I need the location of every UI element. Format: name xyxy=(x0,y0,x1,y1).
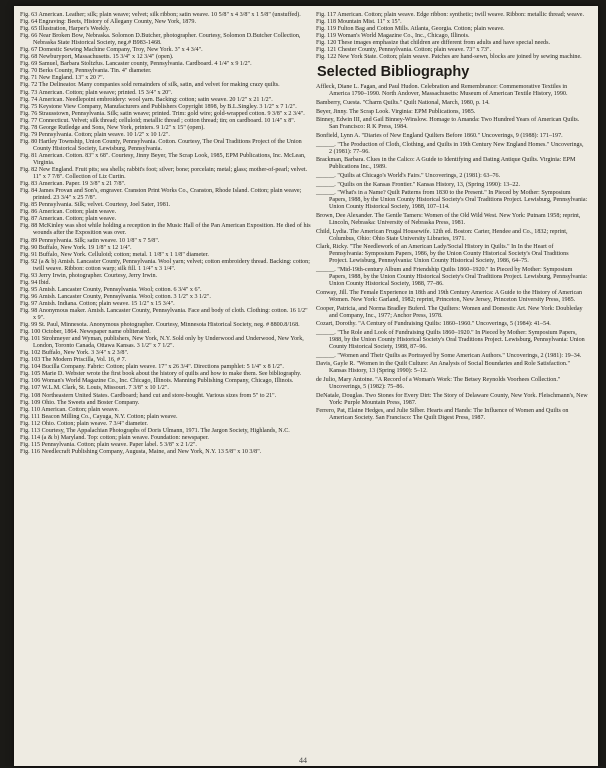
bibliography-entry: Brown, Dee Alexander. The Gentle Tamers: Women of the Old Wild West. New York: Putnam 1958; reprint, Lincoln, Nebraska: University of Nebraska Press, 1981. xyxy=(316,213,581,227)
figure-caption: Fig. 87 American. Cotton; plain weave. xyxy=(20,216,117,223)
bibliography-entry: Brackman, Barbara. Clues in the Calico: A Guide to Identifying and Dating Antique Quilts. Virginia: EPM Publications Inc., 1989. xyxy=(316,157,576,171)
figure-caption: Fig. 100 October, 1864. Newspaper name obliterated. xyxy=(20,329,151,336)
figure-caption: Fig. 91 Buffalo, New York. Celluloid; cotton; metal. 1 1/8" x 1 1/8" diameter. xyxy=(20,251,209,258)
bibliography-entry: Clark, Ricky. "The Needlework of an American Lady/Social History in Quilts." In In the Heart of Pennsylvania: Symposium Papers, 1986, by the Union County Historical Society's Oral Traditions Project. Lewisburg, Pennsylvania: Union County Historical Society, 1986, 64–75. xyxy=(316,244,569,265)
figure-caption: Fig. 106 Woman's World Magazine Co., Inc. Chicago, Illinois. Manning Publishing Company, Chicago, Illinois. xyxy=(20,378,294,385)
bibliography-entry: Binney, Edwin III, and Gail Binney-Winslow. Homage to Amanda: Two Hundred Years of American Quilts. San Francisco: R K Press, 1984. xyxy=(316,117,580,131)
figure-caption: Fig. 109 Ohio. The Sweets and Boster Company. xyxy=(20,399,140,406)
figure-caption: Fig. 119 Fulton Bag and Cotton Mills. Atlanta, Georgia. Cotton; plain weave. xyxy=(316,26,505,33)
bibliography-entry: Child, Lydia. The American Frugal Housewife. 12th ed. Boston: Carter, Hendee and Co., 1832; reprint, Columbus, Ohio: Ohio State University Libraries, 1971. xyxy=(316,228,568,242)
figure-caption: Fig. 103 The Modern Priscilla, Vol. 16, # 7. xyxy=(20,357,127,364)
figure-caption: Fig. 105 Marie D. Webster wrote the first book about the history of quilts and how to make them. See bibliography. xyxy=(20,371,302,378)
figure-caption: Fig. 84 James Provan and Son's, engraver. Cranston Print Works Co., Cranston, Rhode Island. Cotton; plain weave; printed. 23 3/4" x 25 7/8". xyxy=(20,188,302,202)
figure-caption: Fig. 111 Beacon Milling Co., Cayuga, N.Y. Cotton; plain weave. xyxy=(20,413,178,420)
figure-caption: Fig. 119 Woman's World Magazine Co., Inc., Chicago, Illinois. xyxy=(316,33,470,40)
figure-caption: Fig. 80 Hartley Township, Union County, Pennsylvania. Cotton. Courtesy, The Oral Traditions Project of the Union County Historical Society, Lewisburg, Pennsylvania. xyxy=(20,138,302,152)
bibliography-entry: ______. "The Role and Look of Fundraising Quilts 1860–1920." In Pieced by Mother: Symposium Papers, 1988, by the Union County Historical Society's Oral Traditions Project. Lewisburg, Pennsylvania: Union County Historical Society, 1988, 87–96. xyxy=(316,329,585,350)
bibliography-entry: Ferrero, Pat, Elaine Hedges, and Julie Silber. Hearts and Hands: The Influence of Women and Quilts on American Society. San Francisco: The Quilt Digest Press, 1987. xyxy=(316,408,569,422)
figure-caption: Fig. 89 Pennsylvania. Silk; satin weave. 10 1/8" x 7 5/8". xyxy=(20,237,160,244)
figure-caption: Fig. 120 These images emphasize that children are different from adults and have special needs. xyxy=(316,40,550,47)
bibliography-list xyxy=(316,84,588,422)
figure-caption: Fig. 77 Connecticut. Velvet; silk thread; celluloid; metallic thread ; cotton thread; tin; on cardboard. 10 1/4" x 8". xyxy=(20,117,296,124)
figure-caption: Fig. 75 Keystone View Company, Manufacturers and Publishers Copyright 1898, by B.L.Singley. 3 1/2" x 7 1/2". xyxy=(20,103,297,110)
bibliography-entry: ______. "Quilts on the Kansas Frontier." Kansas History, 13, (Spring 1990): 13–22. xyxy=(316,181,520,188)
bibliography-entry: Conway, Jill. The Female Experience in 18th and 19th Century America: A Guide to the History of American Women. New York: Garland, 1982; reprint, Princeton, New Jersey, Princeton University Press, 1985. xyxy=(316,289,583,303)
right-column xyxy=(316,12,588,424)
figure-caption: Fig. 121 Chester County, Pennsylvania. Cotton; plain weave. 73" x 73". xyxy=(316,47,492,54)
figure-caption: Fig. 69 Samuel, Barbara Stoltzfus. Lancaster county, Pennsylvania. Cardboard. 4 1/4" x 9 1/2". xyxy=(20,61,252,68)
figure-caption: Fig. 104 Bucilla Company. Fabric: Cotton; plain weave. 17" x 26 3/4". Directions pamphlet: 5 1/4" x 8 1/2". xyxy=(20,364,284,371)
figure-caption: Fig. 67 Domestic Sewing Machine Company, Troy, New York. 3" x 4 3/4". xyxy=(20,47,203,54)
figure-caption: Fig. 78 George Rutledge and Sons, New York, printers. 9 1/2" x 15" (open). xyxy=(20,124,205,131)
figure-caption: Fig. 63 American. Leather; silk; plain weave; velvet; silk ribbon; satin weave. 10 5/8" x 4 3/8" x 1 5/8" (unstuffed). xyxy=(20,12,301,18)
bibliography-entry: Cozart, Dorothy. "A Century of Fundraising Quilts: 1860–1960." Uncoverings, 5 (1984): 41–54. xyxy=(316,321,551,328)
figure-caption: Fig. 99 St. Paul, Minnesota. Anonymous photographer. Courtesy, Minnesota Historical Society, neg. # 8800.8/168. xyxy=(20,322,300,329)
figure-caption: Fig. 95 Amish. Lancaster County, Pennsylvania. Wool; cotton. 6 3/4" x 6". xyxy=(20,286,202,293)
figure-caption: Fig. 85 Pennsylvania. Silk; velvet. Courtesy, Joel Sater, 1981. xyxy=(20,202,171,209)
figure-caption: Fig. 83 American. Paper. 19 3/8" x 21 7/8". xyxy=(20,181,126,188)
figure-caption: Fig. 92 (a & b) Amish. Lancaster County, Pennsylvania. Wool yarn; velvet; cotton embroidery thread. Backing: cotton; twill weave. Ribbon: cotton warp; silk fill. 1 1/4" x 3 1/4". xyxy=(20,258,310,272)
bibliography-entry: ______. "What's in a Name? Quilt Patterns from 1830 to the Present." In Pieced by Mother: Symposium Papers, 1988, by the Union County Historical Society's Oral Traditions Project. Lewisburg, Pennsylvania: Union County Historical Society, 1988, 107–114. xyxy=(316,190,588,211)
figure-caption: Fig. 110 American. Cotton; plain weave. xyxy=(20,406,119,413)
figure-caption: Fig. 94 Ibid. xyxy=(20,279,51,286)
figure-caption: Fig. 97 Amish. Indiana. Cotton; plain weave. 15 1/2" x 15 3/4". xyxy=(20,300,175,307)
figure-caption: Fig. 108 Northeastern United States. Cardboard; hand cut and store-bought. Various sizes from 5" to 21". xyxy=(20,392,277,399)
bibliography-entry: Bamberry, Cuesta. "Charm Quilts." Quilt National, March, 1980, p. 14. xyxy=(316,100,490,107)
bibliography-entry: de Julio, Mary Antoine. "A Record of a Woman's Work: The Betsey Reynolds Voorhees Collection." Uncoverings, 5 (1982): 75–86. xyxy=(316,376,561,390)
figure-caption: Fig. 113 Courtesy, The Appalachian Photographs of Doris Ulmann, 1971. The Jargon Society, Highlands, N.C. xyxy=(20,427,290,434)
bibliography-entry: ______. "The Production of Cloth, Clothing, and Quilts in 19th Century New England Homes." Uncoverings, 2 (1981): 77–96. xyxy=(316,141,584,155)
figure-caption: Fig. 86 American. Cotton; plain weave. xyxy=(20,209,117,216)
page-number: 44 xyxy=(299,756,307,765)
bibliography-entry: Cooper, Patricia, and Norma Bradley Buferd. The Quilters: Women and Domestic Art. New York: Doubleday and Company, Inc., 1977; Anchor Press, 1978. xyxy=(316,305,583,319)
figure-caption: Fig. 90 Buffalo, New York. 19 1/8" x 12 1/4". xyxy=(20,244,132,251)
figure-caption: Fig. 64 Engraving: Beets, History of Allegany County, New York, 1879. xyxy=(20,19,196,26)
bibliography-entry: Davis, Gayle R. "Women in the Quilt Culture: An Analysis of Social Boundaries and Role Satisfaction." Kansas History, 13 (Spring 1990): 5–12. xyxy=(316,361,570,375)
figure-caption: Fig. 70 Berks County, Pennsylvania. Tin. 4" diameter. xyxy=(20,68,152,75)
figure-caption: Fig. 118 Mountain Mist. 11" x 15". xyxy=(316,19,402,26)
figure-caption: Fig. 107 W.L.M. Clark, St. Louis, Missouri. 7 3/8" x 10 1/2". xyxy=(20,385,169,392)
bibliography-entry: ______. "Mid-19th-century Album and Friendship Quilts 1860–1920." In Pieced by Mother: Symposium Papers, 1988, by the Union County Historical Society's Oral Traditions Project. Lewisburg, Pennsylvania: Union County Historical Society, 1988, 77–86. xyxy=(316,267,588,288)
figure-captions-right xyxy=(316,12,588,61)
figure-captions-left-column xyxy=(20,12,312,456)
figure-caption: Fig. 101 Strohmeyer and Wyman, publishers, New York, N.Y. Sold only by Underwood and Underwood, New York, London, Toronto Canada, Ottawa Kansas. 3 1/2" x 7 1/2". xyxy=(20,336,304,350)
figure-caption: Fig. 72 The Delineator. Many companies sold remainders of silk, satin, and velvet for making crazy quilts. xyxy=(20,82,280,89)
figure-caption: Fig. 65 Illustration, Harper's Weekly. xyxy=(20,26,110,33)
figure-caption: Fig. 88 McKinley was shot while holding a reception in the Music Hall of the Pan American Exposition. He died of his wounds after the Exposition was over. xyxy=(20,223,311,237)
figure-caption: Fig. 73 American. Cotton; plain weave; printed. 15 3/4" x 20". xyxy=(20,89,173,96)
figure-caption: Fig. 66 Near Broken Bow, Nebraska. Solomon D.Butcher, photographer. Courtesy, Solomon D.Butcher Collection, Nebraska State Historical Society, neg.# B983-1468. xyxy=(20,33,301,47)
document-page xyxy=(14,6,598,766)
figure-caption: Fig. 114 (a & b) Maryland. Top: cotton; plain weave. Foundation: newspaper. xyxy=(20,434,209,441)
figure-caption: Fig. 81 American. Cotton. 83" x 68". Courtesy, Jinny Beyer, The Scrap Look, 1985, EPM Publications, Inc. McLean, Virginia. xyxy=(20,152,306,166)
bibliography-entry: DeNatale, Douglas. Two Stones for Every Dirt: The Story of Delaware County, New York. Fleischmann's, New York: Purple Mountain Press, 1987. xyxy=(316,392,588,406)
figure-caption: Fig. 68 Newburyport, Massachusetts. 15 3/4" x 12 3/4" (open). xyxy=(20,54,174,61)
figure-caption: Fig. 96 Amish. Lancaster County, Pennsylvania. Wool; cotton. 3 1/2" x 3 1/2". xyxy=(20,293,211,300)
bibliography-entry: Beyer, Jinny. The Scrap Look. Virginia: EPM Publications, 1985. xyxy=(316,108,476,115)
bibliography-entry: Bonfield, Lynn A. "Diaries of New England Quilters Before 1860." Uncoverings, 9 (1988): 171–197. xyxy=(316,132,563,139)
figure-caption: Fig. 102 Buffalo, New York. 3 3/4" x 2 3/8". xyxy=(20,350,129,357)
bibliography-entry: Affleck, Diane L. Fagan, and Paul Hudon. Celebration and Remembrance: Commemorative Textiles in America 1790–1990. North Andover, Massachusetts: Museum of American Textile History, 1990. xyxy=(316,84,568,98)
figure-caption: Fig. 112 Ohio. Cotton; plain weave. 7 3/4" diameter. xyxy=(20,420,148,427)
figure-caption: Fig. 122 New York State. Cotton; plain weave. Patches are hand-sewn, blocks are joined by sewing machine. xyxy=(316,54,582,61)
figure-caption: Fig. 76 Strausstown, Pennsylvania. Silk; satin weave; printed. Trim: gold wire; gold-wrapped cotton. 9 3/8" x 2 3/4". xyxy=(20,110,305,117)
bibliography-heading: Selected Bibliography xyxy=(317,64,470,81)
figure-caption: Fig. 74 American. Needlepoint embroidery: wool yarn. Backing: cotton; satin weave. 20 1/2" x 21 1/2". xyxy=(20,96,273,103)
figure-caption: Fig. 93 Jerry Irwin, photographer. Courtesy, Jerry Irwin. xyxy=(20,272,158,279)
bibliography-entry: ______. "Quilts at Chicago's World's Fairs." Uncoverings, 2 (1981): 63–76. xyxy=(316,173,501,179)
figure-caption: Fig. 71 New England. 13" x 20 ?". xyxy=(20,75,105,82)
figure-caption: Fig. 98 Anonymous maker. Amish. Lancaster County, Pennsylvania. Face and body of cloth. Clothing: cotton. 16 1/2" x 9". xyxy=(20,307,308,322)
figure-caption: Fig. 117 American. Cotton; plain weave. Edge ribbon: synthetic; twill weave. Ribbon: metallic thread; weave. xyxy=(316,12,585,18)
bibliography-entry: ______. "Women and Their Quilts as Portrayed by Some American Authors." Uncoverings, 2 (1981): 19–34. xyxy=(316,352,582,359)
figure-caption: Fig. 82 New England. Fruit pits; sea shells; rabbit's foot; silver; bone; porcelain; metal; glass; mother-of-pearl; velvet. 11" x 7 7/8". Collection of Liz Curtin. xyxy=(20,167,308,181)
figure-caption: Fig. 79 Pennsylvania. Cotton; plain weave. 10 1/2" x 10 1/2". xyxy=(20,131,170,138)
figure-caption: Fig. 115 Pennsylvania. Cotton; plain weave. Paper label. 5 3/8" x 2 1/2". xyxy=(20,441,197,448)
figure-caption: Fig. 116 Needlecraft Publishing Company, Augusta, Maine, and New York, N.Y. 13 5/8" x 10 3/8". xyxy=(20,448,262,455)
